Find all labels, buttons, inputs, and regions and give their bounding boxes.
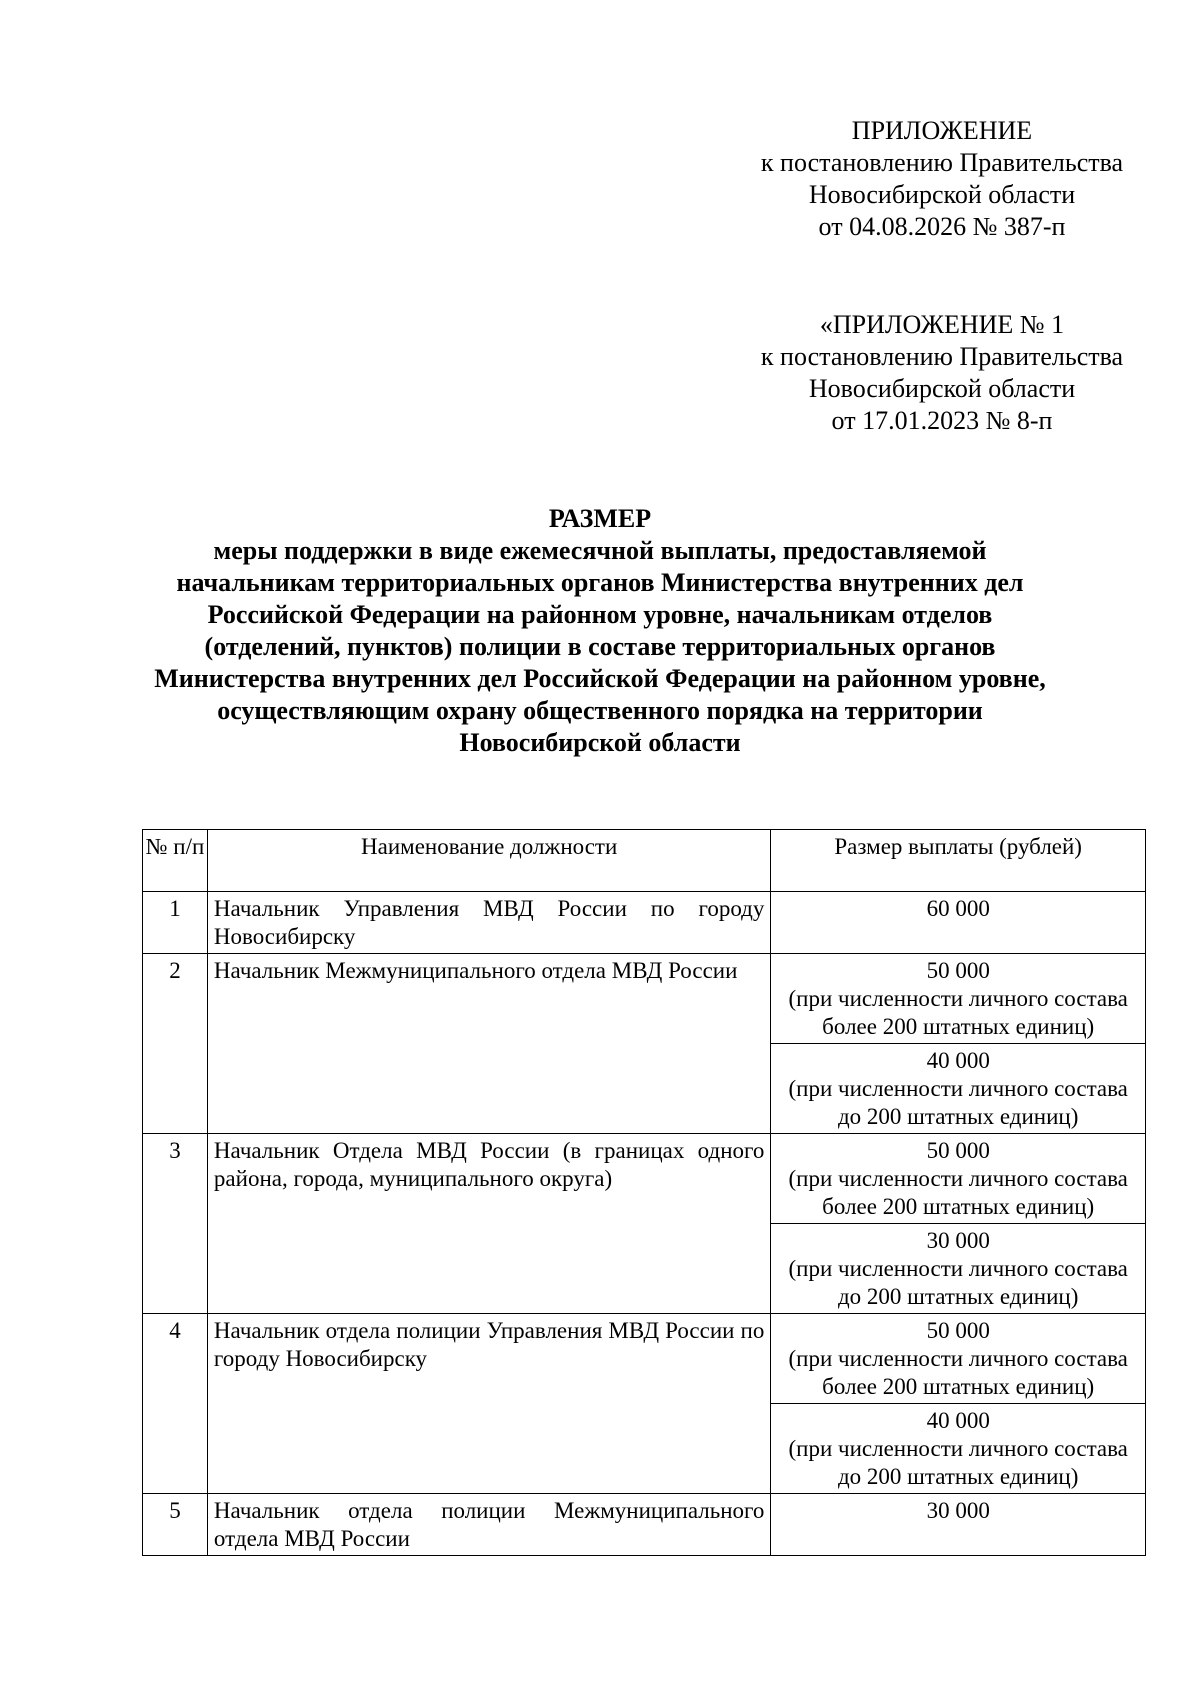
appendix-header-current bbox=[742, 115, 1142, 243]
appendix-line: ПРИЛОЖЕНИЕ bbox=[851, 116, 1033, 145]
appendix-line: от 04.08.2026 № 387-п bbox=[818, 212, 1066, 241]
row-num: 4 bbox=[143, 1314, 208, 1494]
title-heading: РАЗМЕР bbox=[548, 504, 652, 533]
amount-value: 50 000 bbox=[926, 958, 990, 983]
amount-condition: (при численности личного состава до 200 штатных единиц) bbox=[788, 1076, 1128, 1129]
amount-condition: (при численности личного состава более 200 штатных единиц) bbox=[788, 1346, 1128, 1399]
row-position: Начальник Управления МВД России по городу Новосибирску bbox=[207, 892, 770, 954]
header-position: Наименование должности bbox=[207, 830, 770, 892]
title-line: Министерства внутренних дел Российской Федерации на районном уровне, bbox=[154, 664, 1046, 693]
row-position: Начальник Межмуниципального отдела МВД России bbox=[207, 954, 770, 1134]
row-amount bbox=[771, 954, 1146, 1044]
row-amount bbox=[771, 1314, 1146, 1404]
row-position: Начальник отдела полиции Межмуниципального отдела МВД России bbox=[207, 1494, 770, 1556]
row-amount bbox=[771, 1044, 1146, 1134]
header-amount: Размер выплаты (рублей) bbox=[771, 830, 1146, 892]
amount-value: 30 000 bbox=[926, 1228, 990, 1253]
document-title bbox=[100, 503, 1100, 759]
amount-condition: (при численности личного состава более 200 штатных единиц) bbox=[788, 986, 1128, 1039]
row-amount bbox=[771, 1494, 1146, 1556]
amount-value: 30 000 bbox=[926, 1498, 990, 1523]
title-line: (отделений, пунктов) полиции в составе территориальных органов bbox=[204, 632, 996, 661]
title-line: осуществляющим охрану общественного порядка на территории bbox=[217, 696, 983, 725]
appendix-line: «ПРИЛОЖЕНИЕ № 1 bbox=[819, 310, 1065, 339]
appendix-header-original bbox=[742, 309, 1142, 437]
row-num: 5 bbox=[143, 1494, 208, 1556]
table-row bbox=[143, 892, 1146, 954]
title-line: начальникам территориальных органов Министерства внутренних дел bbox=[176, 568, 1024, 597]
payment-table bbox=[142, 829, 1146, 1556]
appendix-line: Новосибирской области bbox=[808, 180, 1076, 209]
appendix-line: Новосибирской области bbox=[808, 374, 1076, 403]
appendix-line: к постановлению Правительства bbox=[760, 148, 1124, 177]
table-row bbox=[143, 1494, 1146, 1556]
row-num: 2 bbox=[143, 954, 208, 1134]
row-position: Начальник Отдела МВД России (в границах одного района, города, муниципального округа) bbox=[207, 1134, 770, 1314]
title-line: Российской Федерации на районном уровне, начальникам отделов bbox=[207, 600, 993, 629]
row-position: Начальник отдела полиции Управления МВД России по городу Новосибирску bbox=[207, 1314, 770, 1494]
table-row bbox=[143, 1134, 1146, 1224]
amount-value: 50 000 bbox=[926, 1138, 990, 1163]
table-row bbox=[143, 1314, 1146, 1404]
row-num: 1 bbox=[143, 892, 208, 954]
row-amount bbox=[771, 1224, 1146, 1314]
table-header-row bbox=[143, 830, 1146, 892]
amount-value: 40 000 bbox=[926, 1048, 990, 1073]
amount-condition: (при численности личного состава до 200 штатных единиц) bbox=[788, 1256, 1128, 1309]
amount-value: 50 000 bbox=[926, 1318, 990, 1343]
row-num: 3 bbox=[143, 1134, 208, 1314]
title-line: меры поддержки в виде ежемесячной выплаты, предоставляемой bbox=[213, 536, 987, 565]
row-amount bbox=[771, 1404, 1146, 1494]
appendix-line: от 17.01.2023 № 8-п bbox=[831, 406, 1053, 435]
row-amount bbox=[771, 892, 1146, 954]
table-row bbox=[143, 954, 1146, 1044]
row-amount bbox=[771, 1134, 1146, 1224]
appendix-line: к постановлению Правительства bbox=[760, 342, 1124, 371]
amount-value: 40 000 bbox=[926, 1408, 990, 1433]
amount-condition: (при численности личного состава до 200 штатных единиц) bbox=[788, 1436, 1128, 1489]
header-num: № п/п bbox=[143, 830, 208, 892]
amount-condition: (при численности личного состава более 200 штатных единиц) bbox=[788, 1166, 1128, 1219]
title-line: Новосибирской области bbox=[459, 728, 741, 757]
amount-value: 60 000 bbox=[926, 896, 990, 921]
